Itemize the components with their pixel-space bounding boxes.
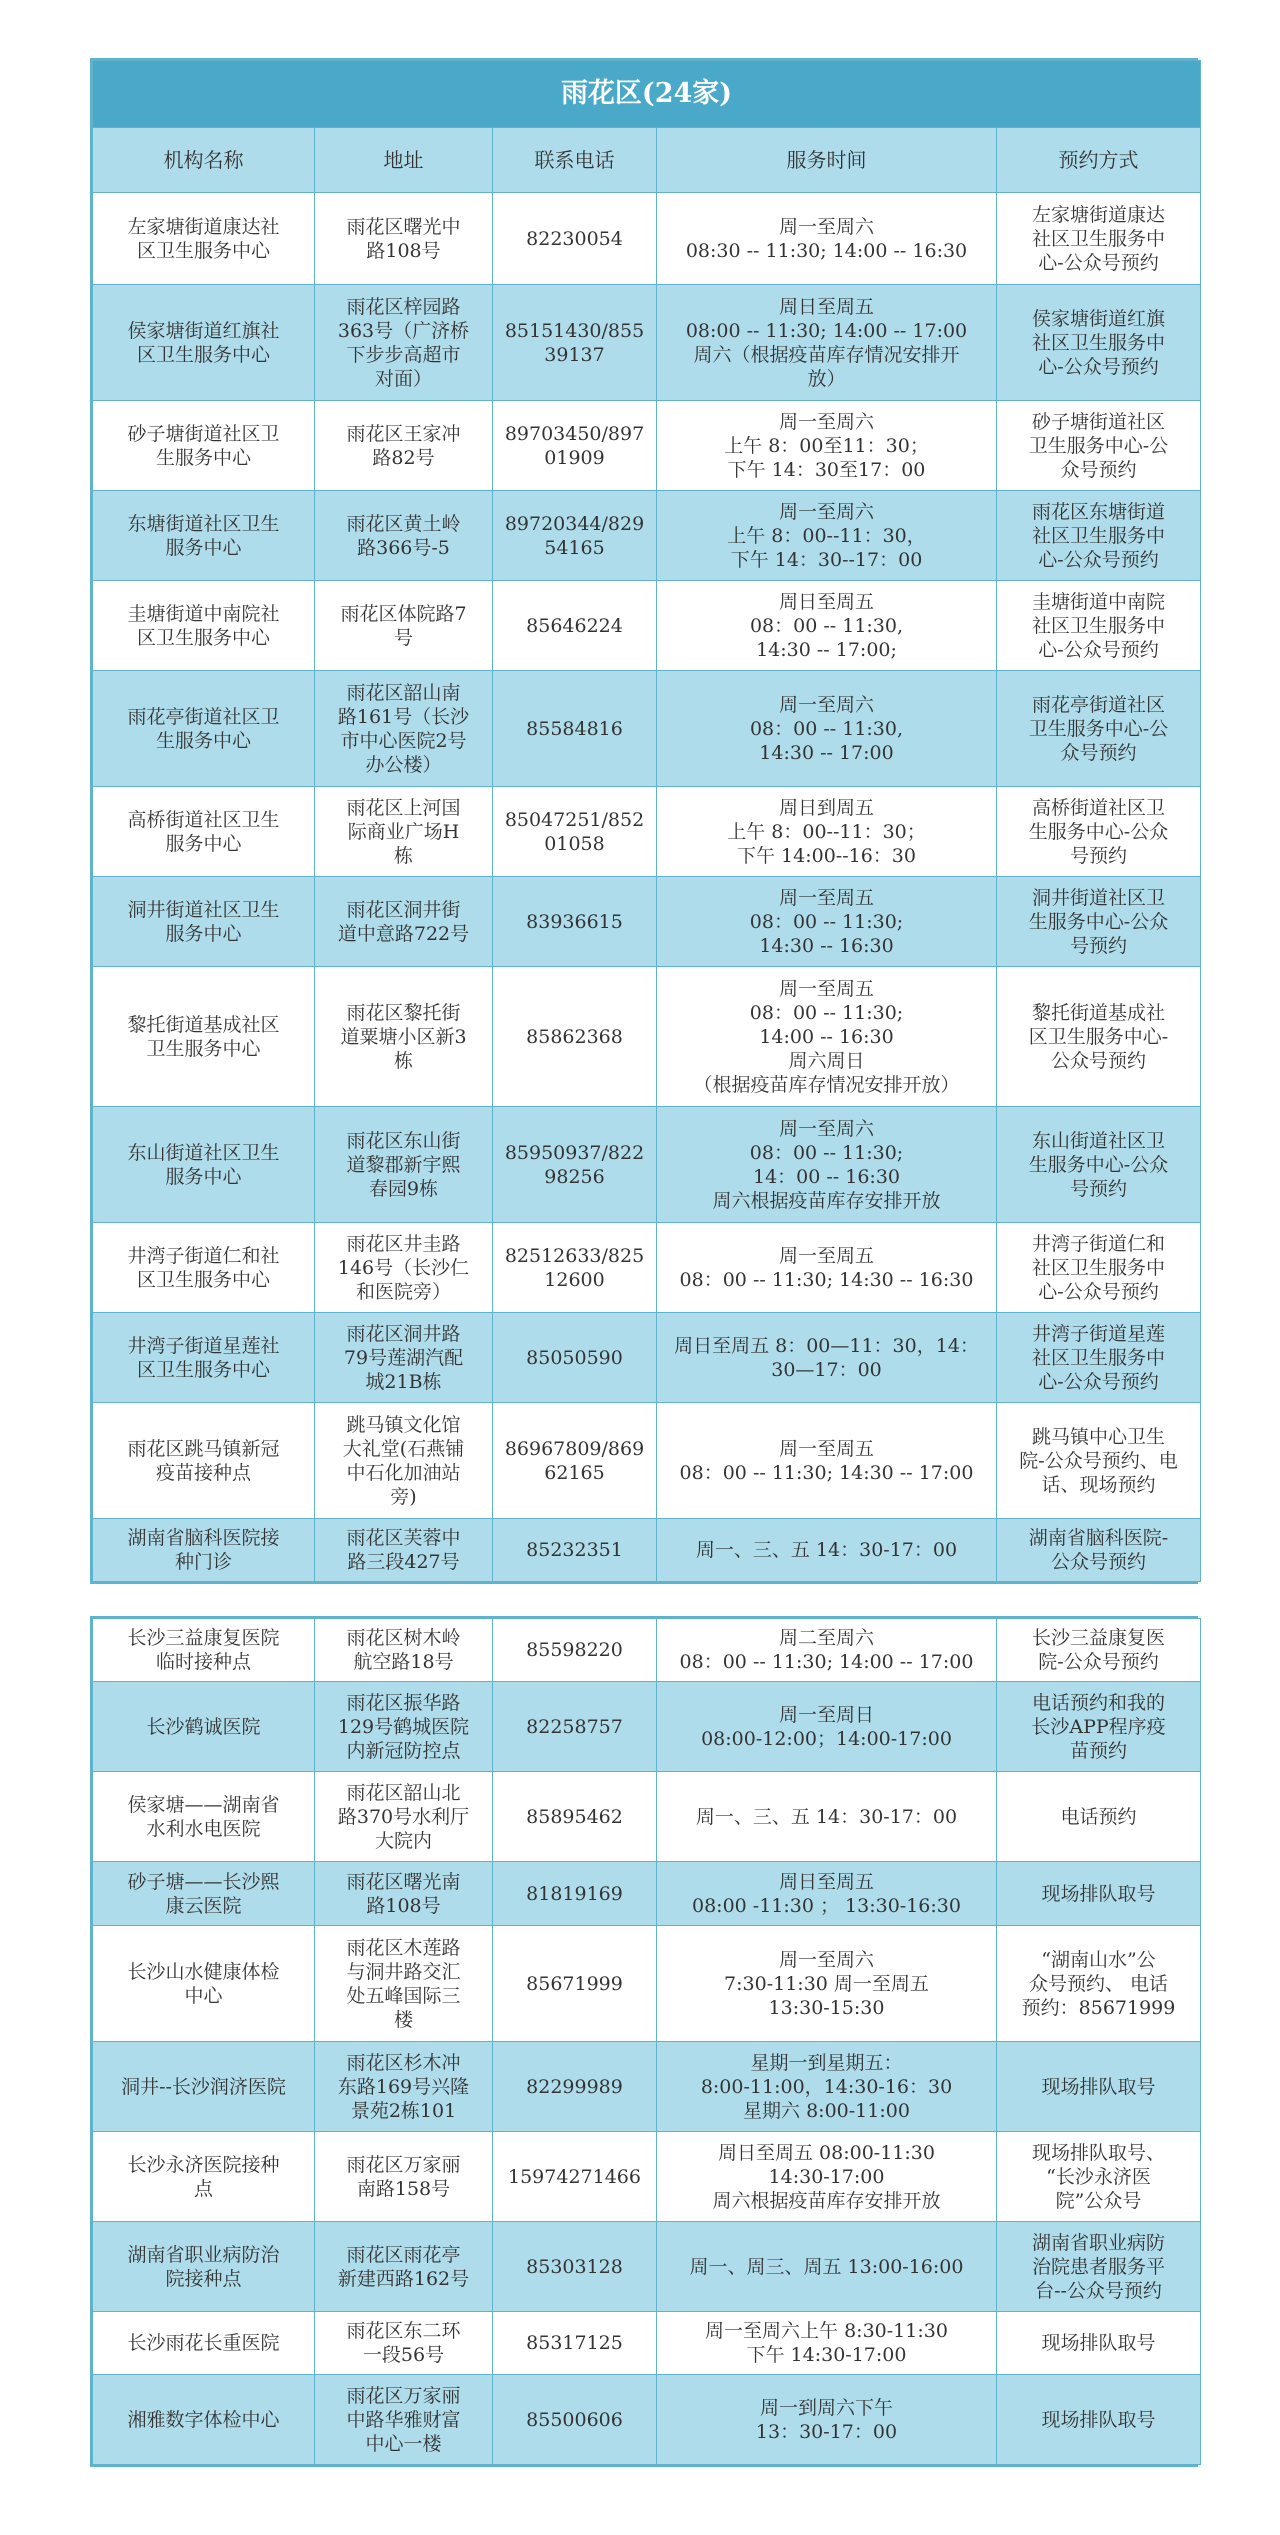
cell-booking [997,1862,1201,1926]
cell-phone [493,1519,657,1582]
facility-table-1 [92,60,1201,1582]
cell-address [315,401,493,491]
cell-name [93,1772,315,1862]
cell-booking [997,1403,1201,1519]
table-row [93,2042,1201,2132]
table-row [93,1682,1201,1772]
cell-name-text: 井湾子街道星莲社 区卫生服务中心 [127,1334,280,1381]
cell-name [93,1682,315,1772]
cell-phone-text: 82512633/825 12600 [504,1244,645,1291]
cell-name [93,1403,315,1519]
table-row [93,401,1201,491]
cell-hours-text: 周一至周六 08：00 -- 11:30; 14：00 -- 16:30 周六根据疫苗库存安排开放 [712,1117,941,1212]
table-row [93,2375,1201,2465]
cell-name [93,1926,315,2042]
cell-booking [997,2312,1201,2375]
cell-phone-text: 85151430/855 39137 [504,319,645,366]
cell-address-text: 雨花区体院路7 号 [340,602,467,649]
cell-phone [493,787,657,877]
cell-name-text: 圭塘街道中南院社 区卫生服务中心 [127,602,280,649]
cell-hours-text: 周一至周五 08：00 -- 11:30; 14:00 -- 16:30 周六周日 （根据疫苗库存情况安排开放） [693,977,960,1096]
cell-address [315,1619,493,1682]
header-row [93,128,1201,193]
cell-name [93,2312,315,2375]
cell-phone [493,285,657,401]
cell-address [315,877,493,967]
table-row [93,2132,1201,2222]
cell-booking [997,193,1201,285]
table-row [93,671,1201,787]
cell-hours-text: 周二至周六 08：00 -- 11:30; 14:00 -- 17:00 [679,1627,974,1673]
cell-booking-text: 电话预约 [1060,1805,1137,1828]
cell-booking-text: 电话预约和我的 长沙APP程序疫 苗预约 [1031,1691,1166,1762]
cell-booking-text: 洞井街道社区卫 生服务中心-公众 号预约 [1028,886,1169,957]
cell-phone [493,671,657,787]
cell-address-text: 雨花区木莲路 与洞井路交汇 处五峰国际三 楼 [346,1936,461,2031]
cell-hours [657,401,997,491]
cell-booking [997,787,1201,877]
cell-address-text: 雨花区东山街 道黎郡新宇熙 春园9栋 [346,1129,461,1200]
cell-booking [997,2132,1201,2222]
cell-name-text: 东山街道社区卫生 服务中心 [127,1141,280,1188]
cell-address-text: 雨花区黄土岭 路366号-5 [346,512,461,559]
cell-phone-text: 85317125 [526,2332,623,2354]
cell-phone [493,1403,657,1519]
table-row [93,581,1201,671]
cell-hours [657,1223,997,1313]
cell-phone-text: 82230054 [526,227,623,250]
cell-hours [657,787,997,877]
cell-name-text: 长沙雨花长重医院 [127,2332,280,2354]
cell-name-text: 砂子塘街道社区卫 生服务中心 [127,422,280,469]
cell-address [315,2375,493,2465]
cell-address [315,1772,493,1862]
cell-booking-text: 现场排队取号 [1041,2075,1156,2098]
cell-booking-text: 雨花亭街道社区 卫生服务中心-公 众号预约 [1028,693,1169,764]
cell-address [315,193,493,285]
cell-phone [493,193,657,285]
cell-name-text: 侯家塘——湖南省 水利水电医院 [127,1793,280,1840]
cell-hours [657,671,997,787]
cell-hours-text: 周日至周五 08：00 -- 11:30, 14:30 -- 17:00; [749,590,904,661]
cell-booking-text: 湖南省职业病防 治院患者服务平 台--公众号预约 [1031,2231,1165,2302]
cell-phone [493,2312,657,2375]
cell-phone [493,1772,657,1862]
table-row [93,787,1201,877]
cell-hours [657,2042,997,2132]
cell-booking-text: 跳马镇中心卫生 院-公众号预约、电 话、现场预约 [1019,1425,1178,1496]
cell-booking [997,491,1201,581]
table-row [93,491,1201,581]
cell-hours-text: 周一至周五 08：00 -- 11:30; 14:30 -- 16:30 [679,1244,974,1291]
cell-phone-text: 85584816 [526,717,623,740]
cell-address [315,2132,493,2222]
cell-phone-text: 82299989 [526,2075,623,2098]
cell-name-text: 雨花亭街道社区卫 生服务中心 [127,705,280,752]
cell-name-text: 砂子塘——长沙熙 康云医院 [127,1870,280,1917]
cell-booking [997,1107,1201,1223]
cell-hours [657,2375,997,2465]
cell-hours [657,1107,997,1223]
cell-name-text: 东塘街道社区卫生 服务中心 [127,512,280,559]
cell-phone-text: 85646224 [526,614,623,637]
cell-booking [997,581,1201,671]
cell-name [93,2042,315,2132]
cell-address [315,491,493,581]
cell-booking-text: 长沙三益康复医 院-公众号预约 [1031,1627,1165,1673]
cell-name-text: 洞井街道社区卫生 服务中心 [127,898,280,945]
cell-booking [997,2222,1201,2312]
cell-name [93,1313,315,1403]
cell-phone-text: 81819169 [526,1882,623,1905]
cell-phone-text: 85500606 [526,2408,623,2431]
cell-address-text: 雨花区万家丽 南路158号 [346,2153,461,2200]
cell-name [93,401,315,491]
header-booking: 预约方式 [997,128,1201,193]
cell-hours-text: 周一至周六 上午 8：00至11：30； 下午 14：30至17：00 [724,410,929,481]
cell-address-text: 雨花区韶山北 路370号水利厅 大院内 [337,1781,470,1852]
cell-address [315,671,493,787]
cell-address-text: 雨花区杉木冲 东路169号兴隆 景苑2栋101 [337,2051,470,2122]
cell-address [315,581,493,671]
cell-name-text: 湖南省职业病防治 院接种点 [127,2243,280,2290]
cell-phone [493,877,657,967]
cell-hours-text: 周一至周五 08：00 -- 11:30; 14:30 -- 16:30 [749,886,904,957]
cell-phone [493,1107,657,1223]
cell-address-text: 雨花区洞井街 道中意路722号 [337,898,470,945]
cell-phone [493,2375,657,2465]
cell-hours [657,491,997,581]
cell-address-text: 雨花区王家冲 路82号 [346,422,461,469]
cell-phone-text: 85050590 [526,1346,623,1369]
header-phone: 联系电话 [493,128,657,193]
cell-hours [657,1772,997,1862]
cell-hours-text: 周一至周日 08:00-12:00；14:00-17:00 [701,1703,952,1750]
cell-booking-text: 井湾子街道星莲 社区卫生服务中 心-公众号预约 [1032,1322,1166,1393]
header-name: 机构名称 [93,128,315,193]
cell-address-text: 雨花区井圭路 146号（长沙仁 和医院旁） [337,1232,470,1303]
cell-address [315,1403,493,1519]
cell-phone-text: 85232351 [526,1539,623,1561]
cell-hours-text: 周一至周六 上午 8：00--11：30， 下午 14：30--17：00 [727,500,926,571]
cell-name [93,491,315,581]
cell-address [315,2312,493,2375]
table-main [90,58,1198,1584]
cell-address [315,1223,493,1313]
cell-address [315,285,493,401]
cell-hours [657,285,997,401]
cell-phone-text: 85895462 [526,1805,623,1828]
cell-phone [493,1682,657,1772]
cell-name [93,967,315,1107]
cell-address [315,787,493,877]
cell-address-text: 雨花区梓园路 363号（广济桥 下步步高超市 对面） [337,295,470,390]
cell-booking [997,877,1201,967]
table-2-body [93,1619,1201,2465]
cell-hours-text: 周一至周五 08：00 -- 11:30; 14:30 -- 17:00 [679,1437,974,1484]
table-continued [90,1616,1198,2467]
cell-phone [493,1619,657,1682]
cell-hours-text: 周一、三、五 14：30-17：00 [695,1539,958,1561]
cell-hours [657,2132,997,2222]
cell-hours-text: 周日到周五 上午 8：00--11：30； 下午 14:00--16：30 [727,796,926,867]
table-row [93,1772,1201,1862]
cell-address-text: 雨花区曙光中 路108号 [346,215,461,262]
cell-name [93,2132,315,2222]
cell-booking-text: 黎托街道基成社 区卫生服务中心- 公众号预约 [1028,1001,1169,1072]
cell-address [315,1862,493,1926]
cell-name-text: 长沙三益康复医院 临时接种点 [127,1627,280,1673]
cell-name [93,1223,315,1313]
cell-address [315,1107,493,1223]
cell-name [93,1619,315,1682]
cell-address-text: 跳马镇文化馆 大礼堂(石燕铺 中石化加油站 旁) [342,1413,465,1508]
cell-name-text: 湘雅数字体检中心 [127,2408,280,2431]
cell-hours [657,1926,997,2042]
table-row [93,1926,1201,2042]
cell-name-text: 高桥街道社区卫生 服务中心 [127,808,280,855]
cell-address-text: 雨花区树木岭 航空路18号 [346,1627,461,1673]
cell-phone [493,581,657,671]
table-row [93,1619,1201,1682]
cell-phone-text: 85303128 [526,2255,623,2278]
cell-booking [997,401,1201,491]
cell-booking-text: “湖南山水”公 众号预约、 电话 预约：85671999 [1021,1948,1176,2019]
cell-hours [657,1862,997,1926]
table-row [93,193,1201,285]
cell-address [315,2042,493,2132]
cell-hours-text: 周一到周六下午 13：30-17：00 [755,2396,898,2443]
cell-hours-text: 星期一到星期五： 8:00-11:00，14:30-16：30 星期六 8:00-11:00 [700,2051,953,2122]
cell-booking [997,1926,1201,2042]
cell-address-text: 雨花区东二环 一段56号 [346,2320,461,2366]
cell-name [93,193,315,285]
cell-hours-text: 周一、三、五 14：30-17：00 [695,1805,958,1828]
cell-phone-text: 15974271466 [508,2165,641,2188]
header-address: 地址 [315,128,493,193]
cell-name-text: 洞井--长沙润济医院 [121,2075,286,2098]
cell-name-text: 侯家塘街道红旗社 区卫生服务中心 [127,319,280,366]
cell-address [315,1519,493,1582]
cell-phone-text: 85047251/852 01058 [504,808,645,855]
cell-phone [493,967,657,1107]
cell-hours-text: 周一至周六 08：00 -- 11:30, 14:30 -- 17:00 [749,693,904,764]
cell-hours-text: 周一至周六 7:30-11:30 周一至周五 13:30-15:30 [724,1948,929,2019]
cell-phone [493,1862,657,1926]
table-row [93,1313,1201,1403]
cell-booking-text: 侯家塘街道红旗 社区卫生服务中 心-公众号预约 [1032,307,1166,378]
table-row [93,1107,1201,1223]
cell-booking-text: 现场排队取号 [1041,1882,1156,1905]
cell-booking-text: 高桥街道社区卫 生服务中心-公众 号预约 [1028,796,1169,867]
cell-booking-text: 井湾子街道仁和 社区卫生服务中 心-公众号预约 [1032,1232,1166,1303]
cell-phone-text: 82258757 [526,1715,623,1738]
cell-hours-text: 周一至周六 08:30 -- 11:30; 14:00 -- 16:30 [685,215,968,262]
cell-booking-text: 湖南省脑科医院- 公众号预约 [1028,1527,1169,1573]
cell-hours-text: 周日至周五 08:00 -- 11:30; 14:00 -- 17:00 周六（根据疫苗库存情况安排开 放） [685,295,968,390]
table-row [93,1519,1201,1582]
cell-name [93,1107,315,1223]
title-row [93,61,1201,128]
table-row [93,967,1201,1107]
cell-name [93,285,315,401]
cell-address-text: 雨花区洞井路 79号莲湖汽配 城21B栋 [343,1322,464,1393]
cell-phone [493,1223,657,1313]
cell-booking-text: 东山街道社区卫 生服务中心-公众 号预约 [1028,1129,1169,1200]
cell-name [93,1519,315,1582]
cell-name [93,2375,315,2465]
cell-booking-text: 左家塘街道康达 社区卫生服务中 心-公众号预约 [1032,203,1166,274]
cell-booking-text: 现场排队取号 [1041,2408,1156,2431]
table-title: 雨花区(24家) [93,61,1201,128]
cell-hours-text: 周日至周五 08:00 -11:30 ； 13:30-16:30 [692,1870,961,1917]
cell-hours-text: 周日至周五 8：00—11：30，14： 30—17：00 [674,1334,979,1381]
table-row [93,1223,1201,1313]
cell-address [315,1313,493,1403]
cell-hours [657,2312,997,2375]
cell-address [315,967,493,1107]
cell-name [93,877,315,967]
cell-hours-text: 周日至周五 08:00-11:30 14:30-17:00 周六根据疫苗库存安排开放 [712,2141,941,2212]
table-1-body [93,193,1201,1582]
table-row [93,1403,1201,1519]
cell-phone-text: 85671999 [526,1972,623,1995]
cell-name-text: 井湾子街道仁和社 区卫生服务中心 [127,1244,280,1291]
cell-address-text: 雨花区振华路 129号鹤城医院 内新冠防控点 [337,1691,470,1762]
table-row [93,877,1201,967]
cell-phone [493,491,657,581]
cell-hours [657,193,997,285]
cell-booking-text: 圭塘街道中南院 社区卫生服务中 心-公众号预约 [1032,590,1166,661]
cell-address-text: 雨花区上河国 际商业广场H 栋 [346,796,461,867]
table-row [93,285,1201,401]
cell-phone-text: 86967809/869 62165 [504,1437,645,1484]
cell-phone-text: 83936615 [526,910,623,933]
cell-phone [493,2042,657,2132]
cell-phone-text: 89703450/897 01909 [504,422,645,469]
cell-address [315,1926,493,2042]
facility-table-2 [92,1618,1201,2465]
cell-booking [997,1772,1201,1862]
cell-hours [657,1313,997,1403]
cell-booking [997,1313,1201,1403]
cell-name [93,671,315,787]
cell-hours-text: 周一至周六上午 8:30-11:30 下午 14:30-17:00 [705,2320,948,2366]
cell-phone-text: 85598220 [526,1639,623,1661]
cell-booking [997,967,1201,1107]
cell-hours [657,967,997,1107]
cell-hours [657,1403,997,1519]
cell-name-text: 黎托街道基成社区 卫生服务中心 [127,1013,280,1060]
cell-name [93,787,315,877]
cell-booking-text: 砂子塘街道社区 卫生服务中心-公 众号预约 [1028,410,1169,481]
cell-booking [997,2042,1201,2132]
cell-name-text: 湖南省脑科医院接 种门诊 [127,1527,280,1573]
cell-booking [997,1619,1201,1682]
cell-name-text: 长沙鹤诚医院 [146,1715,261,1738]
cell-phone [493,1313,657,1403]
cell-booking [997,2375,1201,2465]
cell-hours [657,2222,997,2312]
cell-phone [493,1926,657,2042]
cell-name [93,581,315,671]
cell-name-text: 雨花区跳马镇新冠 疫苗接种点 [127,1437,280,1484]
cell-address-text: 雨花区万家丽 中路华雅财富 中心一楼 [346,2384,461,2455]
table-row [93,2222,1201,2312]
cell-phone-text: 85862368 [526,1025,623,1048]
cell-hours-text: 周一、周三、周五 13:00-16:00 [689,2255,964,2278]
cell-hours [657,1519,997,1582]
cell-address-text: 雨花区芙蓉中 路三段427号 [346,1527,461,1573]
cell-booking-text: 现场排队取号 [1041,2332,1156,2354]
header-hours: 服务时间 [657,128,997,193]
cell-address [315,1682,493,1772]
cell-address-text: 雨花区韶山南 路161号（长沙 市中心医院2号 办公楼） [337,681,470,776]
cell-phone-text: 89720344/829 54165 [504,512,645,559]
cell-phone-text: 85950937/822 98256 [504,1141,645,1188]
cell-hours [657,581,997,671]
table-row [93,2312,1201,2375]
cell-hours [657,1619,997,1682]
cell-booking-text: 现场排队取号、 “长沙永济医 院”公众号 [1031,2141,1165,2212]
cell-phone [493,401,657,491]
cell-address-text: 雨花区雨花亭 新建西路162号 [337,2243,470,2290]
cell-name [93,2222,315,2312]
cell-booking [997,285,1201,401]
cell-name-text: 长沙永济医院接种 点 [127,2153,280,2200]
cell-name-text: 长沙山水健康体检 中心 [127,1960,280,2007]
table-row [93,1862,1201,1926]
cell-hours [657,877,997,967]
cell-booking [997,1519,1201,1582]
cell-name-text: 左家塘街道康达社 区卫生服务中心 [127,215,280,262]
cell-phone [493,2222,657,2312]
cell-phone [493,2132,657,2222]
cell-booking-text: 雨花区东塘街道 社区卫生服务中 心-公众号预约 [1032,500,1166,571]
cell-booking [997,1682,1201,1772]
cell-address-text: 雨花区黎托街 道粟塘小区新3 栋 [340,1001,467,1072]
cell-hours [657,1682,997,1772]
cell-address [315,2222,493,2312]
cell-booking [997,1223,1201,1313]
cell-address-text: 雨花区曙光南 路108号 [346,1870,461,1917]
cell-booking [997,671,1201,787]
cell-name [93,1862,315,1926]
